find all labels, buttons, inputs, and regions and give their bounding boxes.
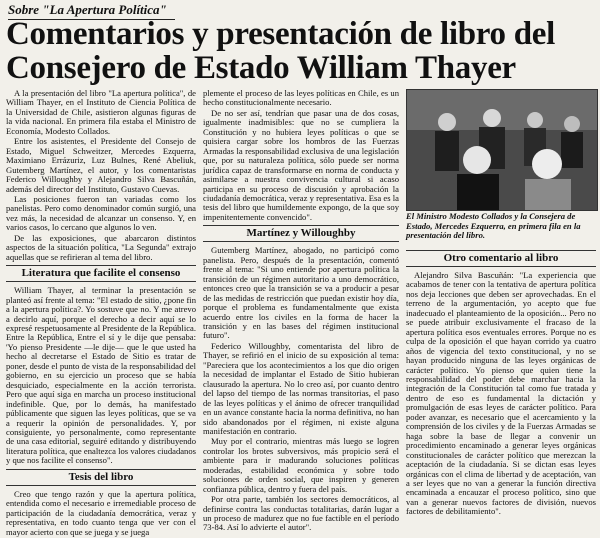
- paragraph: Por otra parte, también los sectores democráticos, al definirse contra las conductas totalitarias, darán lugar a un proceso de madurez que no fue factible en el período 73-84. Así lo advierte el autor".: [203, 494, 399, 533]
- paragraph: A la presentación del libro "La apertura política", de William Thayer, en el Instituto de Ciencia Política de la Universidad de Chile, asistieron algunas figuras de la vida nacional. En primera fila estaba el Ministro de Economía, Modesto Collados.: [6, 88, 196, 136]
- paragraph: Muy por el contrario, mientras más luego se logren controlar los brotes subversivos, más propicio será el ambiente para ir madurando soluciones políticas moderadas, estabilidad económica y sobre todo soluciones de orden social, que inspiren y generen confianza pública, dentro y fuera del país.: [203, 436, 399, 494]
- section-heading: Literatura que facilite el consenso: [6, 265, 196, 282]
- headline: Comentarios y presentación de libro del Consejero de Estado William Thayer: [6, 16, 555, 86]
- paragraph: Alejandro Silva Bascuñán: "La experiencia que acabamos de tener con la tentativa de apertura política nos deja lecciones que deben ser aprovechadas. En el terreno de la argumentación, yo acepto que fue inadecuado el planteamiento de la oposición... Pero no se puede atribuir exclusivamente el fracaso de la apertura política esos eventuales errores. Porque no es culpa de la oposición el que hayan corrido ya cuatro años de vigencia del texto constitucional, y no se hayan producido ninguna de las leyes orgánicas de carácter político. Yo pienso que quien tiene la responsabilidad del poder debe marchar hacia la integración de la Constitución tal como fue tratada y dentro de eso es fundamental la dictación y promulgación de esas leyes de carácter político. Para poder avanzar, es necesario que el acercamiento y la comprensión de los civiles y de la Fuerzas Armadas se haga sobre la base de llegar a convenir un procedimiento encaminado a generar leyes orgánicas constitucionales de carácter político que merezcan la aceptación de la ciudadanía. Si se dictan esas leyes orgánicas con el clima de libertad y de aceptación, van a ser leyes que no van a generar la función directiva encaminada a encauzar el proceso político, sino que van a generar nuevos factores de división, nuevos factores de debilitamiento".: [406, 270, 596, 517]
- news-photo: [406, 89, 598, 211]
- column-3: [406, 248, 596, 518]
- kicker: Sobre "La Apertura Política": [8, 2, 175, 20]
- paragraph: Entre los asistentes, el Presidente del Consejo de Estado, Miguel Schweitzer, Mercedes Ezquerra, Maximiano Errázuriz, Luz Bulnes, René Abeliuk, Gutemberg Martínez, el autor, y los comentaristas Federico Willoughby y Alejandro Silva Bascuñán, además del director del Instituto, Gustavo Cuevas.: [6, 136, 196, 194]
- paragraph: Creo que tengo razón y que la apertura política, entendida como el necesario e irremediable proceso de participación de la ciudadanía democrática, veraz y representativa, en todo cuanto tenga que ver con el mayor acierto con que se juega y se juega: [6, 488, 196, 537]
- section-heading: Otro comentario al libro: [406, 250, 596, 267]
- paragraph: plemente el proceso de las leyes políticas en Chile, es un hecho constitucionalmente necesario.: [203, 88, 399, 108]
- paragraph: William Thayer, al terminar la presentación se planteó así frente al tema: "El estado de sitio, ¿pone fin a la apertura política?. Yo sostuve que no. Y me atrevo a decirlo aquí, porque el derecho a decir aquí se lo expresé respetuosamente al Presidente de la República. Entre la República, Entre el sí y le dije que pensaba: 'Yo pienso Presidente —le dije— que le que usted ha hecho al decretarse el Estado de Sitio es tratar de poner, desde el punto de vista de la responsabilidad del gobierno, en su ejercicio un proceso que se había desquiciado, especialmente en la acción terrorista. Pero que aquí siga en marcha un proceso institucional indefinible. Que, por lo demás, ha manifestado públicamente que siguen las leyes políticas, que se va a requerir la opinión de personalidades. Y, por consiguiente, yo personalmente, como representante de una casa editorial, seguiré editando y distribuyendo literatura política, que enaltezca los valores ciudadanos y que nos facilite el consenso".: [6, 285, 196, 466]
- column-2: [203, 89, 399, 534]
- photo-illustration: [407, 90, 597, 210]
- section-heading: Tesis del libro: [6, 469, 196, 486]
- paragraph: Federico Willoughby, comentarista del libro de Thayer, se refirió en el inicio de su exposición al tema: "Pareciera que los acontecimientos a los que dio origen la necesidad de implantar el Estado de Sitio hubieran clausurado la apertura. No lo creo así, por cuanto dentro del lapso del tiempo de las normas transitorias, el paso de las leyes políticas y el ánimo de ofrecer tranquilidad en un avance constante hacia la norma definitiva, no han sido abandonados por el régimen, ni existe alguna manifestación en contrario.: [203, 340, 399, 436]
- paragraph: De no ser así, tendrían que pasar una de dos cosas, igualmente inadmisibles: que no se cumpliera la Constitución y no hubiera leyes políticas o que se quisiera cargar sobre los hombros de las Fuerzas Armadas la responsabilidad exclusiva de una legislación que, por su naturaleza política, sólo puede ser norma jurídica capaz de transformarse en norma de conducta y asimilarse a nuestra convivencia cultural si acaso participa en su proceso de discusión y aprobación la ciudadanía democrática, veraz y representativa. Esa es la tesis del libro que humildemente expongo, de la que soy impenitentemente convencido".: [203, 107, 399, 222]
- paragraph: Las posiciones fueron tan variadas como los panelistas. Pero como denominador común surgió, una vez más, la necesidad de alcanzar un consenso. Y, en varios casos, lo cercano que algunos lo ven.: [6, 193, 196, 233]
- column-1: [6, 89, 196, 538]
- paragraph: De las exposiciones, que abarcaron distintos aspectos de la situación política, "La Segunda" extrajo aquellas que se refirieran al tema del libro.: [6, 232, 196, 262]
- section-heading: Martínez y Willoughby: [203, 225, 399, 242]
- photo-caption: El Ministro Modesto Collados y la Consejera de Estado, Mercedes Ezquerra, en primera fila en la presentación del libro.: [406, 211, 581, 241]
- paragraph: Gutemberg Martínez, abogado, no participó como panelista. Pero, después de la presentación, comentó frente al tema: "Si uno entiende por apertura política la transición de un régimen autoritario a uno democrático, entonces creo que la transición se va a producir a pesar de las medidas de restricción que puedan existir hoy día, porque el problema es fundamentalmente que exista acuerdo entre los civiles en la forma de hacer la transición y en las bases del régimen institucional futuro".: [203, 245, 399, 341]
